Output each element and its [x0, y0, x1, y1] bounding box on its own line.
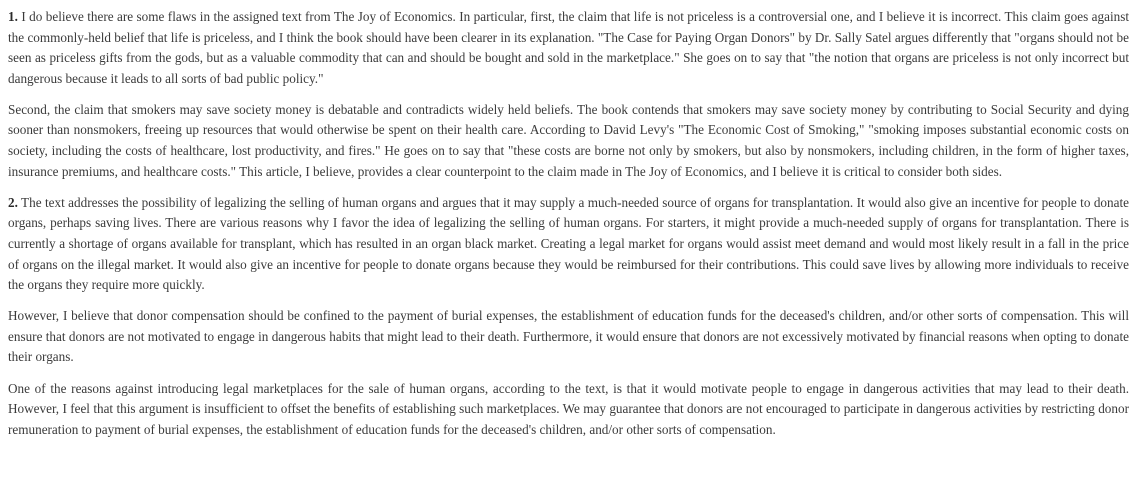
paragraph-text: The text addresses the possibility of legalizing the selling of human organs and argues that it may supply a much-needed source of organs for transplantation. It would also give an incentive for people to donate organs, perhaps saving lives. There are various reasons why I favor the idea of legalizing the selling of human organs. For starters, it might provide a much-needed supply of organs for transplantation. There is currently a shortage of organs available for transplant, which has resulted in an organ black market. Creating a legal market for organs would assist meet demand and would most likely result in a fall in the price of organs on the illegal market. It would also give an incentive for people to donate organs because they would be reimbursed for their contributions. This could save lives by allowing more individuals to receive the organs they require more quickly.: [8, 194, 1129, 293]
paragraph-number: 1.: [8, 9, 18, 24]
paragraph-5: [8, 379, 1129, 441]
paragraph-text: I do believe there are some flaws in the assigned text from The Joy of Economics. In particular, first, the claim that life is not priceless is a controversial one, and I believe it is incorrect. This claim goes against the commonly-held belief that life is priceless, and I think the book should have been clearer in its explanation. "The Case for Paying Organ Donors" by Dr. Sally Satel argues differently that "organs should not be seen as priceless gifts from the gods, but as a valuable commodity that can and should be bought and sold in the marketplace." She goes on to say that "the notion that organs are priceless is not only incorrect but dangerous because it leads to all sorts of bad public policy.": [8, 9, 1129, 86]
paragraph-text: One of the reasons against introducing legal marketplaces for the sale of human organs, according to the text, is that it would motivate people to engage in dangerous activities that may lead to their death. However, I feel that this argument is insufficient to offset the benefits of establishing such marketplaces. We may guarantee that donors are not encouraged to participate in dangerous activities by restricting donor remuneration to payment of burial expenses, the establishment of education funds for the deceased's children, and/or other sorts of compensation.: [8, 380, 1129, 437]
paragraph-text: Second, the claim that smokers may save society money is debatable and contradicts widely held beliefs. The book contends that smokers may save society money by contributing to Social Security and dying sooner than nonsmokers, freeing up resources that would otherwise be spent on their health care. According to David Levy's "The Economic Cost of Smoking," "smoking imposes substantial economic costs on society, including the costs of healthcare, lost productivity, and fires." He goes on to say that "these costs are borne not only by smokers, but also by nonsmokers, including children, in the form of higher taxes, insurance premiums, and healthcare costs." This article, I believe, provides a clear counterpoint to the claim made in The Joy of Economics, and I believe it is critical to consider both sides.: [8, 101, 1129, 179]
paragraph-1: [8, 7, 1129, 89]
paragraph-4: [8, 306, 1129, 368]
paragraph-3: [8, 193, 1129, 296]
paragraph-text: However, I believe that donor compensation should be confined to the payment of burial expenses, the establishment of education funds for the deceased's children, and/or other sorts of compensation. This will ensure that donors are not motivated to engage in dangerous habits that might lead to their death. Furthermore, it would ensure that donors are not excessively motivated by financial reasons when opting to donate their organs.: [8, 308, 1129, 365]
paragraph-2: [8, 100, 1129, 182]
paragraph-number: 2.: [8, 194, 18, 210]
